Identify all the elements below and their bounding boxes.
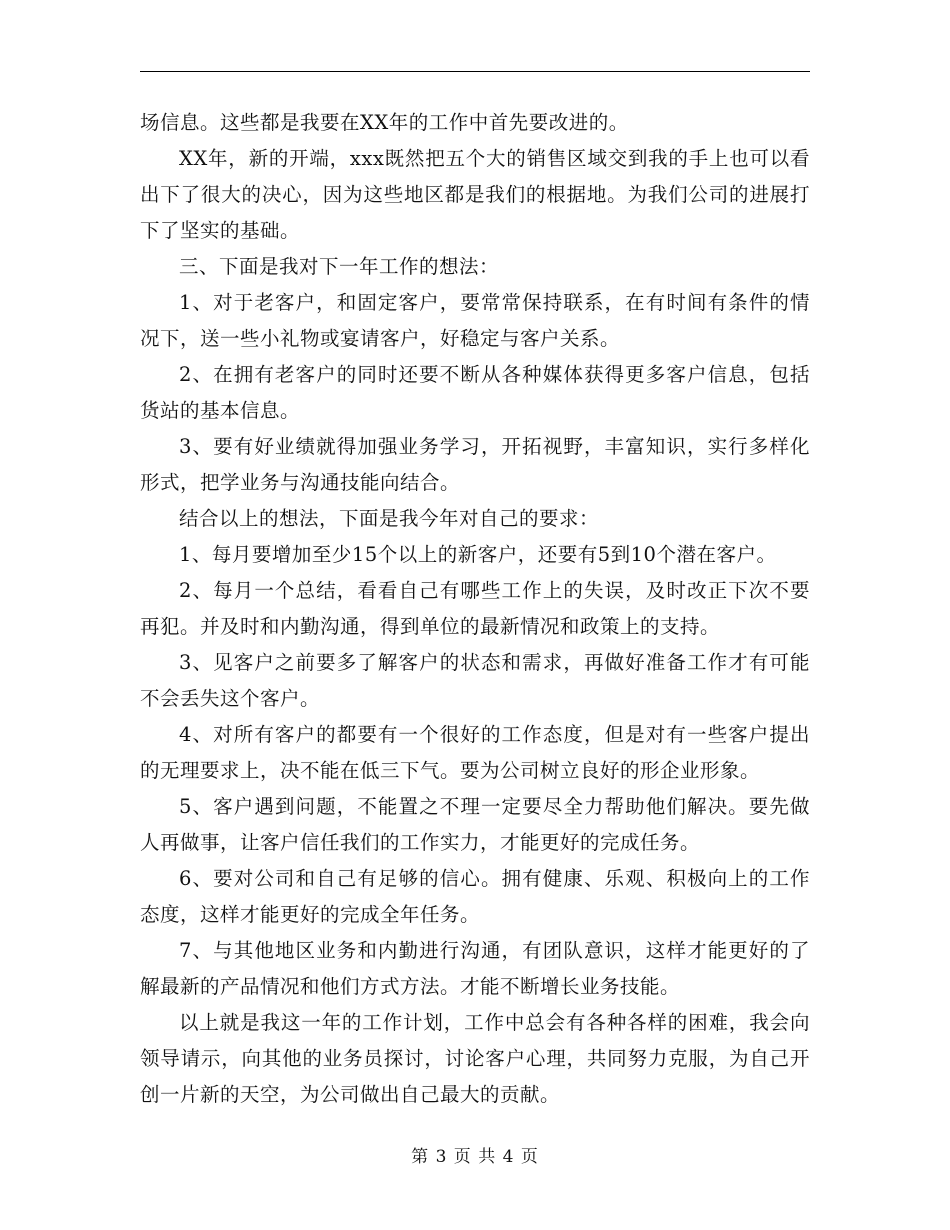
header-rule: [140, 71, 810, 72]
paragraph: 结合以上的想法，下面是我今年对自己的要求：: [179, 507, 600, 530]
paragraph: XX年，新的开端，xxx既然把五个大的销售区域交到我的手上也可以看出下了很大的决心，因为这些地区都是我们的根据地。为我们公司的进展打下了坚实的基础。: [140, 147, 810, 242]
paragraph: 4、对所有客户的都要有一个很好的工作态度，但是对有一些客户提出的无理要求上，决不能在低三下气。要为公司树立良好的形企业形象。: [140, 723, 810, 782]
paragraph: 三、下面是我对下一年工作的想法：: [179, 255, 500, 278]
paragraph: 以上就是我这一年的工作计划，工作中总会有各种各样的困难，我会向领导请示，向其他的业务员探讨，讨论客户心理，共同努力克服，为自己开创一片新的天空，为公司做出自己最大的贡献。: [140, 1011, 810, 1106]
paragraph: 7、与其他地区业务和内勤进行沟通，有团队意识，这样才能更好的了解最新的产品情况和他们方式方法。才能不断增长业务技能。: [140, 939, 810, 998]
paragraph: 1、每月要增加至少15个以上的新客户，还要有5到10个潜在客户。: [179, 543, 777, 566]
page-number-footer: 第 3 页 共 4 页: [411, 1147, 539, 1167]
paragraph: 2、每月一个总结，看看自己有哪些工作上的失误，及时改正下次不要再犯。并及时和内勤沟通，得到单位的最新情况和政策上的支持。: [140, 579, 810, 638]
paragraph: 3、见客户之前要多了解客户的状态和需求，再做好准备工作才有可能不会丢失这个客户。: [140, 651, 810, 710]
paragraph: 6、要对公司和自己有足够的信心。拥有健康、乐观、积极向上的工作态度，这样才能更好的完成全年任务。: [140, 867, 810, 926]
paragraph: 5、客户遇到问题，不能置之不理一定要尽全力帮助他们解决。要先做人再做事，让客户信任我们的工作实力，才能更好的完成任务。: [140, 795, 810, 854]
paragraph: 1、对于老客户，和固定客户，要常常保持联系，在有时间有条件的情况下，送一些小礼物或宴请客户，好稳定与客户关系。: [140, 291, 810, 350]
paragraph: 3、要有好业绩就得加强业务学习，开拓视野，丰富知识，实行多样化形式，把学业务与沟通技能向结合。: [140, 435, 810, 494]
paragraph: 场信息。这些都是我要在XX年的工作中首先要改进的。: [140, 111, 629, 134]
paragraph: 2、在拥有老客户的同时还要不断从各种媒体获得更多客户信息，包括货站的基本信息。: [140, 363, 810, 422]
document-body: [140, 105, 810, 1113]
